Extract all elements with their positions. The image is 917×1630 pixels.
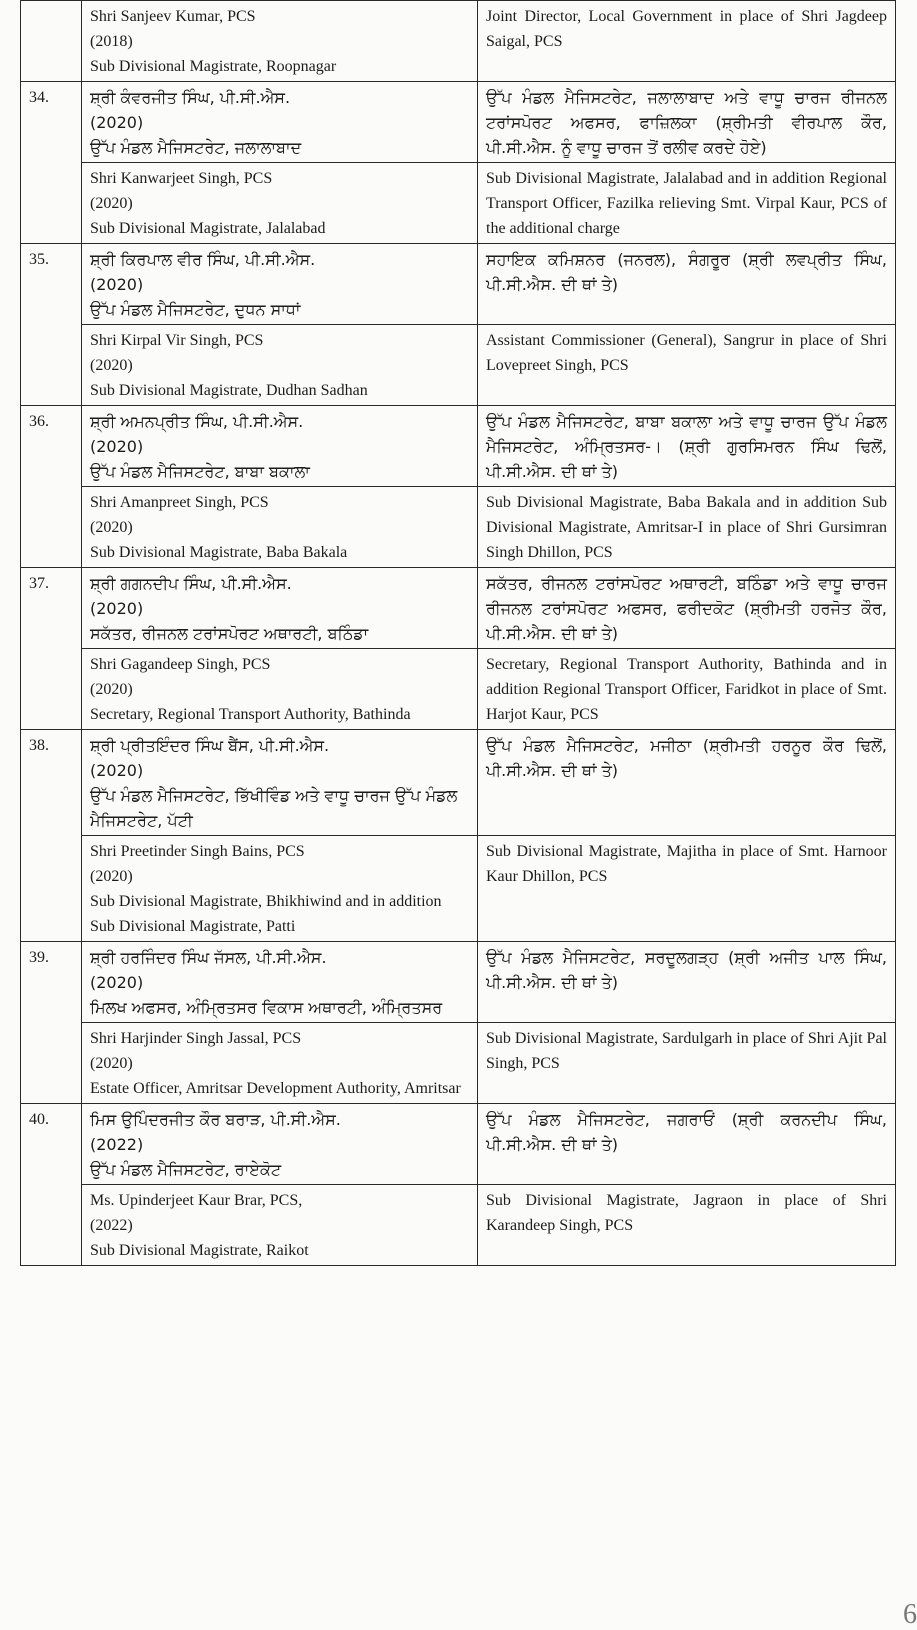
officer-current: ਮਿਲਖ ਅਫਸਰ, ਅੰਮ੍ਰਿਤਸਰ ਵਿਕਾਸ ਅਥਾਰਟੀ, ਅੰਮ੍ਰਿਤਸਰ bbox=[90, 998, 443, 1017]
officer-name: Shri Kanwarjeet Singh, PCS bbox=[90, 170, 273, 187]
officer-cell bbox=[82, 406, 478, 487]
table-row bbox=[21, 568, 896, 649]
posting-cell bbox=[478, 82, 896, 163]
posting-text: ਉੱਪ ਮੰਡਲ ਮੈਜਿਸਟਰੇਟ, ਬਾਬਾ ਬਕਾਲਾ ਅਤੇ ਵਾਧੂ ਚਾਰਜ ਉੱਪ ਮੰਡਲ ਮੈਜਿਸਟਰੇਟ, ਅੰਮ੍ਰਿਤਸਰ-। (ਸ਼੍ਰੀ ਗੁਰਸਿਮਰਨ ਸਿੰਘ ਢਿਲੋਂ, ਪੀ.ਸੀ.ਐਸ. ਦੀ ਥਾਂ ਤੇ) bbox=[486, 412, 887, 481]
officer-batch: (2022) bbox=[90, 1135, 144, 1154]
officer-current: Sub Divisional Magistrate, Raikot bbox=[90, 1242, 309, 1259]
table-row bbox=[21, 163, 896, 244]
officer-name: Shri Sanjeev Kumar, PCS bbox=[90, 8, 256, 25]
officer-name: ਸ਼੍ਰੀ ਪ੍ਰੀਤਇੰਦਰ ਸਿੰਘ ਬੈਂਸ, ਪੀ.ਸੀ.ਐਸ. bbox=[90, 736, 330, 755]
serial-number: 36. bbox=[21, 406, 82, 568]
officer-current: ਉੱਪ ਮੰਡਲ ਮੈਜਿਸਟਰੇਟ, ਬਾਬਾ ਬਕਾਲਾ bbox=[90, 462, 310, 481]
table-row bbox=[21, 1023, 896, 1104]
table-row bbox=[21, 730, 896, 836]
officer-batch: (2020) bbox=[90, 761, 144, 780]
posting-cell bbox=[478, 1023, 896, 1104]
table-row bbox=[21, 82, 896, 163]
officer-current: Sub Divisional Magistrate, Roopnagar bbox=[90, 58, 337, 75]
posting-cell bbox=[478, 836, 896, 942]
officer-name: ਸ਼੍ਰੀ ਕੰਵਰਜੀਤ ਸਿੰਘ, ਪੀ.ਸੀ.ਐਸ. bbox=[90, 88, 291, 107]
officer-batch: (2020) bbox=[90, 195, 133, 212]
serial-number: 37. bbox=[21, 568, 82, 730]
posting-text: ਉੱਪ ਮੰਡਲ ਮੈਜਿਸਟਰੇਟ, ਮਜੀਠਾ (ਸ਼੍ਰੀਮਤੀ ਹਰਨੂਰ ਕੌਰ ਢਿਲੋਂ, ਪੀ.ਸੀ.ਐਸ. ਦੀ ਥਾਂ ਤੇ) bbox=[486, 736, 887, 780]
posting-cell bbox=[478, 649, 896, 730]
officer-batch: (2020) bbox=[90, 681, 133, 698]
officer-batch: (2020) bbox=[90, 357, 133, 374]
posting-cell bbox=[478, 325, 896, 406]
posting-text: Assistant Commissioner (General), Sangrur in place of Shri Lovepreet Singh, PCS bbox=[486, 332, 887, 374]
officer-cell bbox=[82, 836, 478, 942]
table-row bbox=[21, 942, 896, 1023]
posting-cell bbox=[478, 730, 896, 836]
officer-cell bbox=[82, 487, 478, 568]
posting-text: Sub Divisional Magistrate, Sardulgarh in place of Shri Ajit Pal Singh, PCS bbox=[486, 1030, 887, 1072]
officer-cell bbox=[82, 942, 478, 1023]
officer-current: ਉੱਪ ਮੰਡਲ ਮੈਜਿਸਟਰੇਟ, ਜਲਾਲਾਬਾਦ bbox=[90, 138, 302, 157]
officer-name: ਸ਼੍ਰੀ ਗਗਨਦੀਪ ਸਿੰਘ, ਪੀ.ਸੀ.ਐਸ. bbox=[90, 574, 292, 593]
posting-cell bbox=[478, 406, 896, 487]
officer-current: ਉੱਪ ਮੰਡਲ ਮੈਜਿਸਟਰੇਟ, ਦੁਧਨ ਸਾਧਾਂ bbox=[90, 300, 301, 319]
table-row bbox=[21, 406, 896, 487]
serial-number: 35. bbox=[21, 244, 82, 406]
posting-cell bbox=[478, 942, 896, 1023]
table-row bbox=[21, 244, 896, 325]
officer-cell bbox=[82, 1104, 478, 1185]
officer-name: Shri Kirpal Vir Singh, PCS bbox=[90, 332, 264, 349]
officer-current: ਉੱਪ ਮੰਡਲ ਮੈਜਿਸਟਰੇਟ, ਰਾਏਕੋਟ bbox=[90, 1160, 282, 1179]
serial-number: 40. bbox=[21, 1104, 82, 1266]
officer-name: Ms. Upinderjeet Kaur Brar, PCS, bbox=[90, 1192, 303, 1209]
table-row bbox=[21, 1185, 896, 1266]
officer-batch: (2020) bbox=[90, 1055, 133, 1072]
posting-text: Sub Divisional Magistrate, Baba Bakala and in addition Sub Divisional Magistrate, Amritsar-I in place of Shri Gursimran Singh Dhillon, PCS bbox=[486, 494, 887, 561]
officer-batch: (2020) bbox=[90, 437, 144, 456]
table-row bbox=[21, 649, 896, 730]
serial-number: 34. bbox=[21, 82, 82, 244]
posting-text: ਉੱਪ ਮੰਡਲ ਮੈਜਿਸਟਰੇਟ, ਸਰਦੂਲਗੜ੍ਹ (ਸ਼੍ਰੀ ਅਜੀਤ ਪਾਲ ਸਿੰਘ, ਪੀ.ਸੀ.ਐਸ. ਦੀ ਥਾਂ ਤੇ) bbox=[486, 948, 887, 992]
officer-current: Sub Divisional Magistrate, Bhikhiwind and in addition Sub Divisional Magistrate, Patti bbox=[90, 893, 442, 935]
officer-name: Shri Harjinder Singh Jassal, PCS bbox=[90, 1030, 302, 1047]
officer-cell bbox=[82, 1023, 478, 1104]
officer-current: Sub Divisional Magistrate, Dudhan Sadhan bbox=[90, 382, 368, 399]
page-number: 6 bbox=[903, 1599, 917, 1630]
table-row bbox=[21, 325, 896, 406]
officer-cell bbox=[82, 244, 478, 325]
posting-cell bbox=[478, 1, 896, 82]
transfer-table-body bbox=[21, 1, 896, 1266]
posting-text: ਸਹਾਇਕ ਕਮਿਸ਼ਨਰ (ਜਨਰਲ), ਸੰਗਰੂਰ (ਸ਼੍ਰੀ ਲਵਪ੍ਰੀਤ ਸਿੰਘ, ਪੀ.ਸੀ.ਐਸ. ਦੀ ਥਾਂ ਤੇ) bbox=[486, 250, 887, 294]
posting-cell bbox=[478, 1104, 896, 1185]
serial-number: 38. bbox=[21, 730, 82, 942]
document-page bbox=[20, 0, 896, 1266]
posting-cell bbox=[478, 244, 896, 325]
officer-name: ਸ਼੍ਰੀ ਅਮਨਪ੍ਰੀਤ ਸਿੰਘ, ਪੀ.ਸੀ.ਐਸ. bbox=[90, 412, 304, 431]
officer-batch: (2020) bbox=[90, 275, 144, 294]
officer-name: ਸ਼੍ਰੀ ਹਰਜਿੰਦਰ ਸਿੰਘ ਜੱਸਲ, ਪੀ.ਸੀ.ਐਸ. bbox=[90, 948, 327, 967]
posting-text: Sub Divisional Magistrate, Jalalabad and in addition Regional Transport Officer, Fazilka relieving Smt. Virpal Kaur, PCS of the additional charge bbox=[486, 170, 887, 237]
officer-current: ਉੱਪ ਮੰਡਲ ਮੈਜਿਸਟਰੇਟ, ਭਿੱਖੀਵਿੰਡ ਅਤੇ ਵਾਧੂ ਚਾਰਜ ਉੱਪ ਮੰਡਲ ਮੈਜਿਸਟਰੇਟ, ਪੱਟੀ bbox=[90, 786, 458, 830]
officer-name: ਸ਼੍ਰੀ ਕਿਰਪਾਲ ਵੀਰ ਸਿੰਘ, ਪੀ.ਸੀ.ਐਸ. bbox=[90, 250, 316, 269]
officer-cell bbox=[82, 82, 478, 163]
officer-cell bbox=[82, 649, 478, 730]
officer-batch: (2020) bbox=[90, 973, 144, 992]
posting-text: Sub Divisional Magistrate, Majitha in place of Smt. Harnoor Kaur Dhillon, PCS bbox=[486, 843, 887, 885]
posting-text: ਉੱਪ ਮੰਡਲ ਮੈਜਿਸਟਰੇਟ, ਜਗਰਾਓਂ (ਸ਼੍ਰੀ ਕਰਨਦੀਪ ਸਿੰਘ, ਪੀ.ਸੀ.ਐਸ. ਦੀ ਥਾਂ ਤੇ) bbox=[486, 1110, 887, 1154]
posting-cell bbox=[478, 1185, 896, 1266]
posting-text: Joint Director, Local Government in place of Shri Jagdeep Saigal, PCS bbox=[486, 8, 887, 50]
posting-cell bbox=[478, 163, 896, 244]
posting-text: Sub Divisional Magistrate, Jagraon in place of Shri Karandeep Singh, PCS bbox=[486, 1192, 887, 1234]
officer-batch: (2018) bbox=[90, 33, 133, 50]
officer-cell bbox=[82, 1185, 478, 1266]
officer-cell bbox=[82, 568, 478, 649]
officer-current: Sub Divisional Magistrate, Baba Bakala bbox=[90, 544, 348, 561]
posting-cell bbox=[478, 487, 896, 568]
posting-text: ਉੱਪ ਮੰਡਲ ਮੈਜਿਸਟਰੇਟ, ਜਲਾਲਾਬਾਦ ਅਤੇ ਵਾਧੂ ਚਾਰਜ ਰੀਜਨਲ ਟਰਾਂਸਪੋਰਟ ਅਫਸਰ, ਫਾਜ਼ਿਲਕਾ (ਸ਼੍ਰੀਮਤੀ ਵੀਰਪਾਲ ਕੌਰ, ਪੀ.ਸੀ.ਐਸ. ਨੂੰ ਵਾਧੂ ਚਾਰਜ ਤੋਂ ਰਲੀਵ ਕਰਦੇ ਹੋਏ) bbox=[486, 88, 887, 157]
officer-batch: (2022) bbox=[90, 1217, 133, 1234]
posting-text: ਸਕੱਤਰ, ਰੀਜਨਲ ਟਰਾਂਸਪੋਰਟ ਅਥਾਰਟੀ, ਬਠਿੰਡਾ ਅਤੇ ਵਾਧੂ ਚਾਰਜ ਰੀਜਨਲ ਟਰਾਂਸਪੋਰਟ ਅਫਸਰ, ਫਰੀਦਕੋਟ (ਸ਼੍ਰੀਮਤੀ ਹਰਜੋਤ ਕੌਰ, ਪੀ.ਸੀ.ਐਸ. ਦੀ ਥਾਂ ਤੇ) bbox=[486, 574, 887, 643]
officer-cell bbox=[82, 163, 478, 244]
officer-batch: (2020) bbox=[90, 599, 144, 618]
transfer-table bbox=[20, 0, 896, 1266]
posting-cell bbox=[478, 568, 896, 649]
officer-name: Shri Gagandeep Singh, PCS bbox=[90, 656, 271, 673]
officer-batch: (2020) bbox=[90, 113, 144, 132]
table-row bbox=[21, 1104, 896, 1185]
officer-current: Estate Officer, Amritsar Development Authority, Amritsar bbox=[90, 1080, 461, 1097]
officer-cell bbox=[82, 730, 478, 836]
posting-text: Secretary, Regional Transport Authority, Bathinda and in addition Regional Transport Officer, Faridkot in place of Smt. Harjot Kaur, PCS bbox=[486, 656, 887, 723]
officer-current: Sub Divisional Magistrate, Jalalabad bbox=[90, 220, 326, 237]
table-row bbox=[21, 836, 896, 942]
officer-name: ਮਿਸ ਉਪਿੰਦਰਜੀਤ ਕੌਰ ਬਰਾੜ, ਪੀ.ਸੀ.ਐਸ. bbox=[90, 1110, 341, 1129]
officer-name: Shri Amanpreet Singh, PCS bbox=[90, 494, 269, 511]
serial-number: 39. bbox=[21, 942, 82, 1104]
table-row bbox=[21, 1, 896, 82]
serial-number bbox=[21, 1, 82, 82]
officer-current: ਸਕੱਤਰ, ਰੀਜਨਲ ਟਰਾਂਸਪੋਰਟ ਅਥਾਰਟੀ, ਬਠਿੰਡਾ bbox=[90, 624, 369, 643]
officer-current: Secretary, Regional Transport Authority, Bathinda bbox=[90, 706, 411, 723]
officer-cell bbox=[82, 1, 478, 82]
officer-name: Shri Preetinder Singh Bains, PCS bbox=[90, 843, 305, 860]
officer-batch: (2020) bbox=[90, 868, 133, 885]
officer-cell bbox=[82, 325, 478, 406]
officer-batch: (2020) bbox=[90, 519, 133, 536]
table-row bbox=[21, 487, 896, 568]
